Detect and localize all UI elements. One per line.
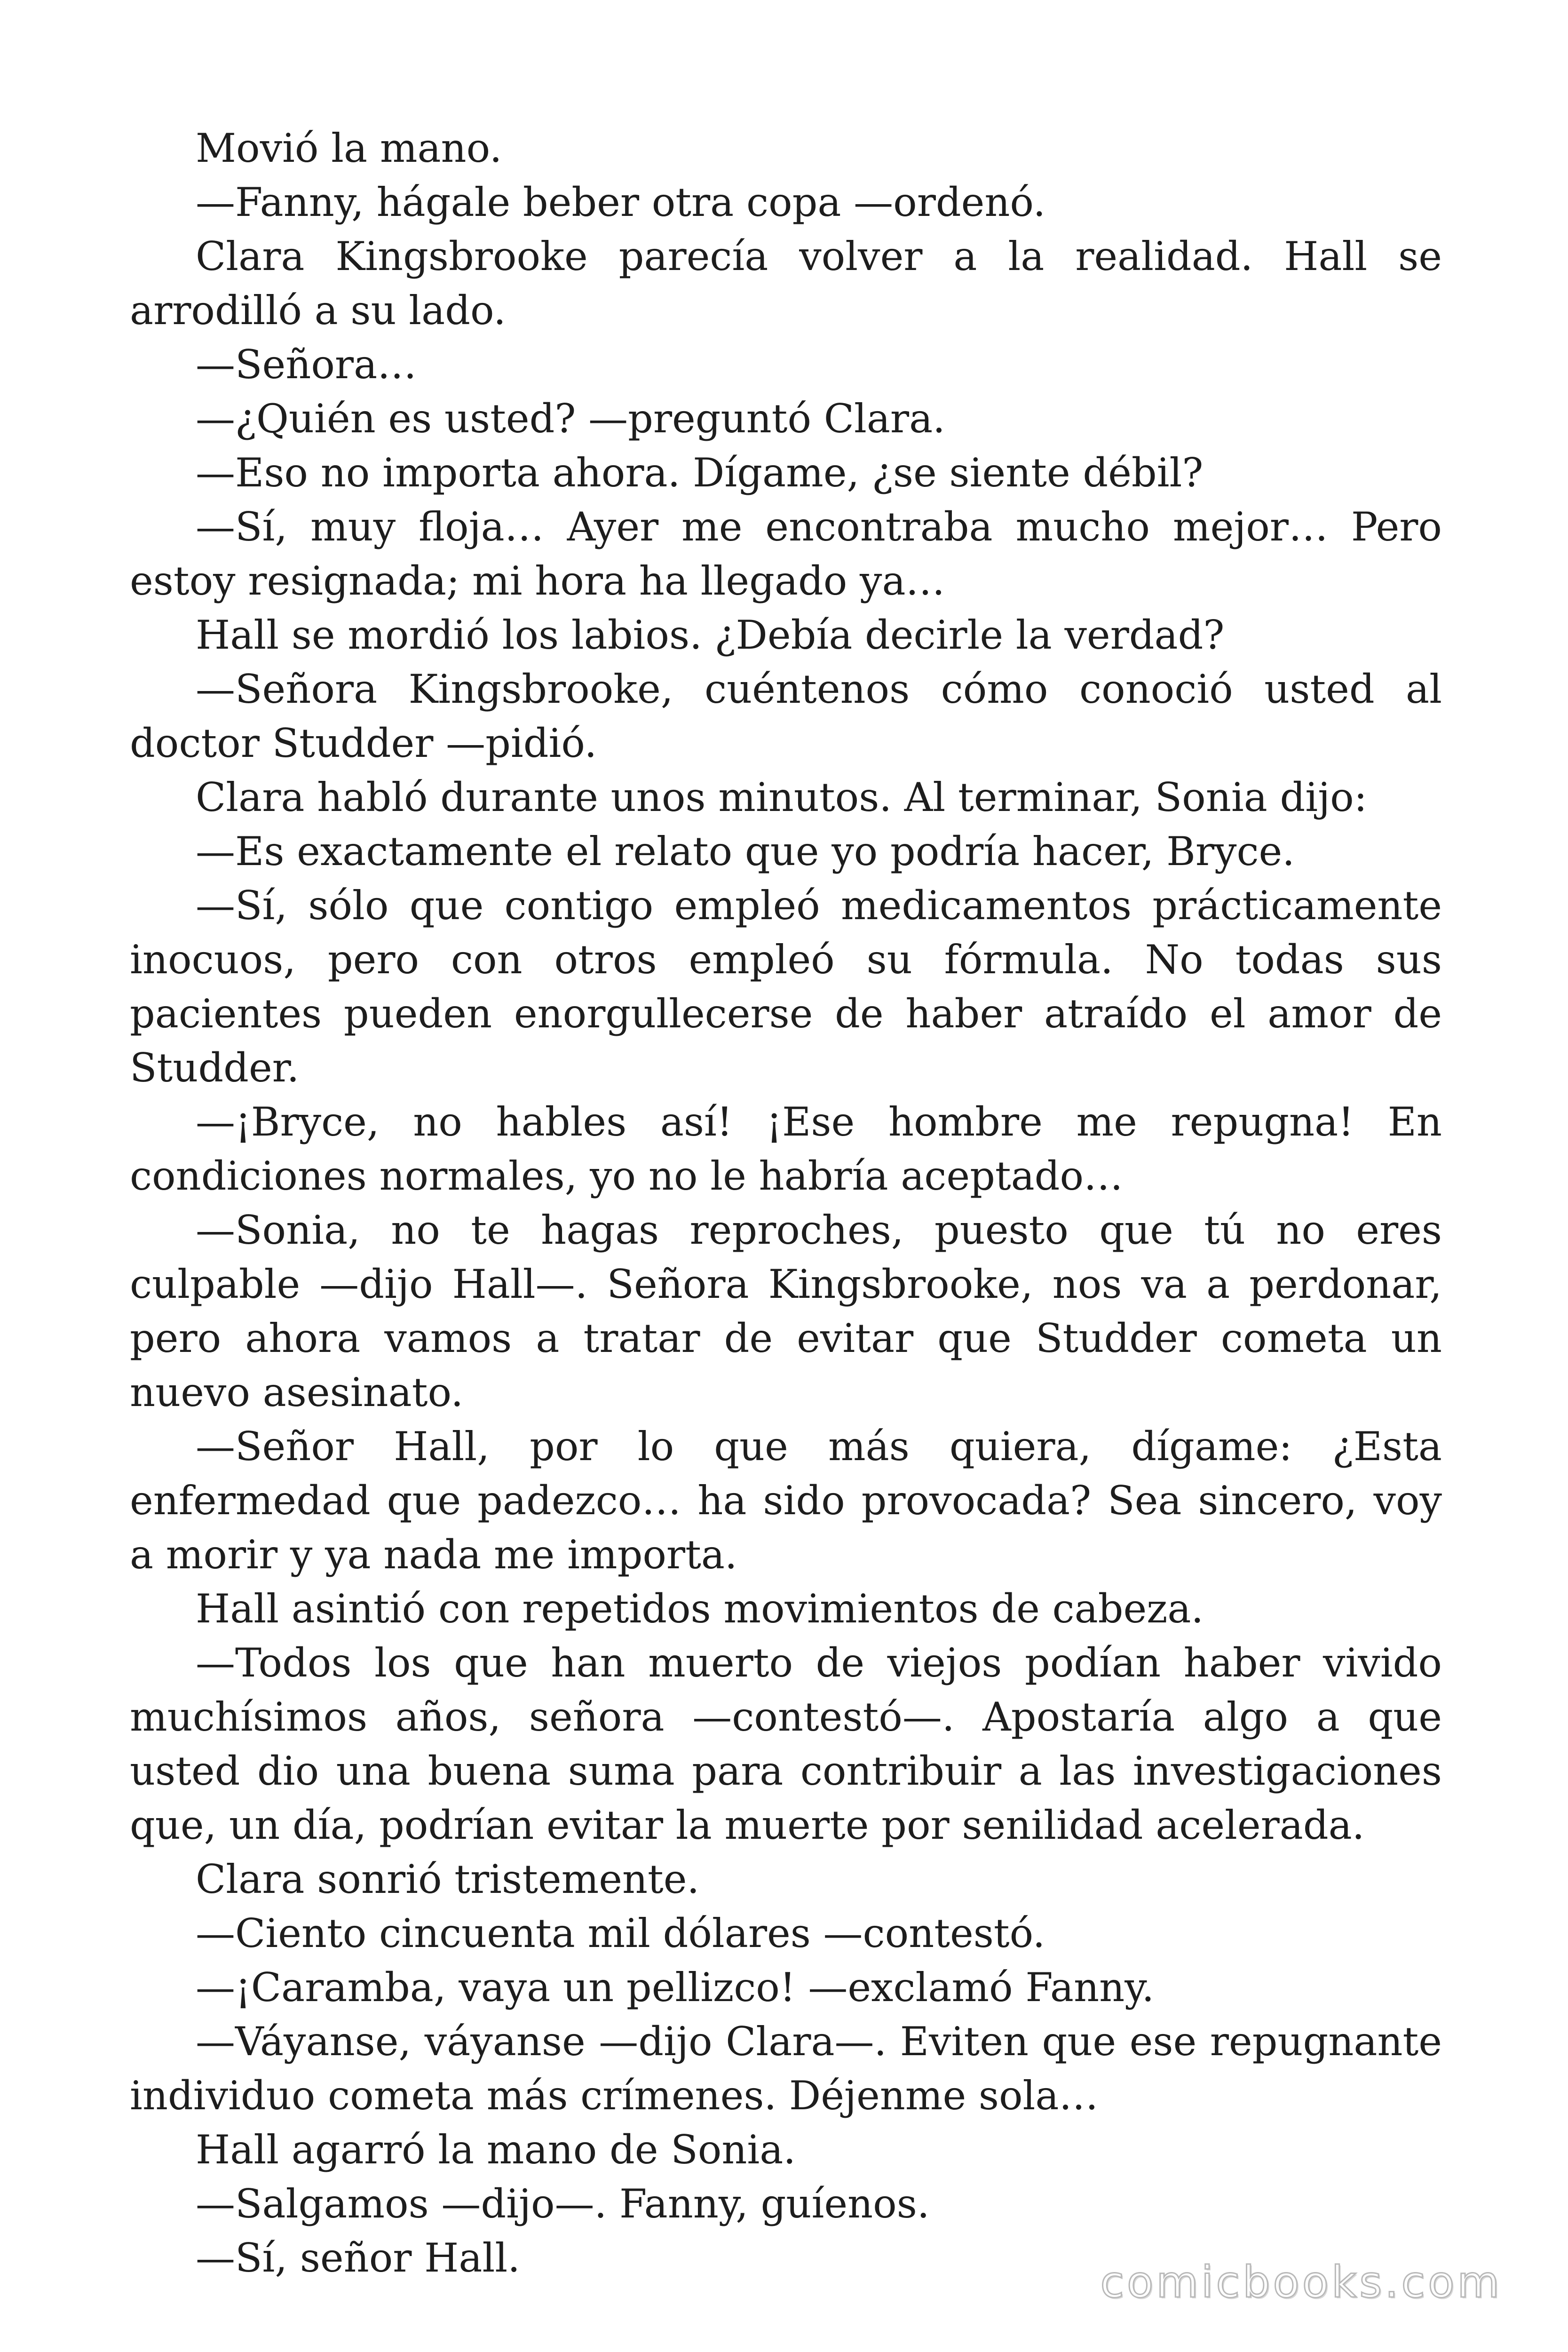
paragraph: —Es exactamente el relato que yo podría hacer, Bryce. (196, 828, 1295, 874)
site-watermark: comicbooks.com (1100, 2257, 1502, 2307)
paragraph: —¿Quién es usted? —preguntó Clara. (196, 396, 945, 442)
paragraph: —Sí, muy floja… Ayer me encontraba mucho mejor… Pero estoy resignada; mi hora ha llegado ya… (130, 504, 1442, 604)
paragraph: Hall se mordió los labios. ¿Debía decirle la verdad? (196, 612, 1225, 658)
paragraph: —Váyanse, váyanse —dijo Clara—. Eviten que ese repugnante individuo cometa más crímenes. Déjenme sola… (130, 2018, 1442, 2119)
paragraph: —Ciento cincuenta mil dólares —contestó. (196, 1910, 1045, 1956)
paragraph: Clara Kingsbrooke parecía volver a la realidad. Hall se arrodilló a su lado. (130, 233, 1442, 334)
paragraph: —Señora Kingsbrooke, cuéntenos cómo conoció usted al doctor Studder —pidió. (130, 666, 1442, 766)
paragraph: —Sonia, no te hagas reproches, puesto que tú no eres culpable —dijo Hall—. Señora Kingsbrooke, nos va a perdonar, pero ahora vamos a tratar de evitar que Studder cometa un nuevo asesinato. (130, 1207, 1442, 1415)
paragraph: —Sí, señor Hall. (196, 2235, 520, 2281)
paragraph: —Sí, sólo que contigo empleó medicamentos prácticamente inocuos, pero con otros empleó su fórmula. No todas sus pacientes pueden enorgullecerse de haber atraído el amor de Studder. (130, 882, 1442, 1091)
paragraph: —Fanny, hágale beber otra copa —ordenó. (196, 179, 1046, 225)
paragraph: Hall asintió con repetidos movimientos de cabeza. (196, 1586, 1204, 1632)
paragraph: —Señor Hall, por lo que más quiera, dígame: ¿Esta enfermedad que padezco… ha sido provocada? Sea sincero, voy a morir y ya nada me importa. (130, 1423, 1442, 1578)
paragraph: —¡Bryce, no hables así! ¡Ese hombre me repugna! En condiciones normales, yo no le habría aceptado… (130, 1099, 1442, 1199)
paragraph: —Señora… (196, 342, 417, 388)
paragraph: —Salgamos —dijo—. Fanny, guíenos. (196, 2181, 930, 2227)
paragraph: —Eso no importa ahora. Dígame, ¿se siente débil? (196, 450, 1204, 496)
paragraph: —¡Caramba, vaya un pellizco! —exclamó Fanny. (196, 1964, 1155, 2010)
body-text (130, 121, 1442, 2285)
paragraph: Clara habló durante unos minutos. Al terminar, Sonia dijo: (196, 774, 1368, 820)
paragraph: Movió la mano. (196, 125, 502, 171)
paragraph: —Todos los que han muerto de viejos podían haber vivido muchísimos años, señora —contestó—. Apostaría algo a que usted dio una buena suma para contribuir a las investigaciones que, un día, podrían evitar la muerte por senilidad acelerada. (130, 1640, 1442, 1848)
paragraph: Clara sonrió tristemente. (196, 1856, 700, 1902)
paragraph: Hall agarró la mano de Sonia. (196, 2127, 796, 2173)
